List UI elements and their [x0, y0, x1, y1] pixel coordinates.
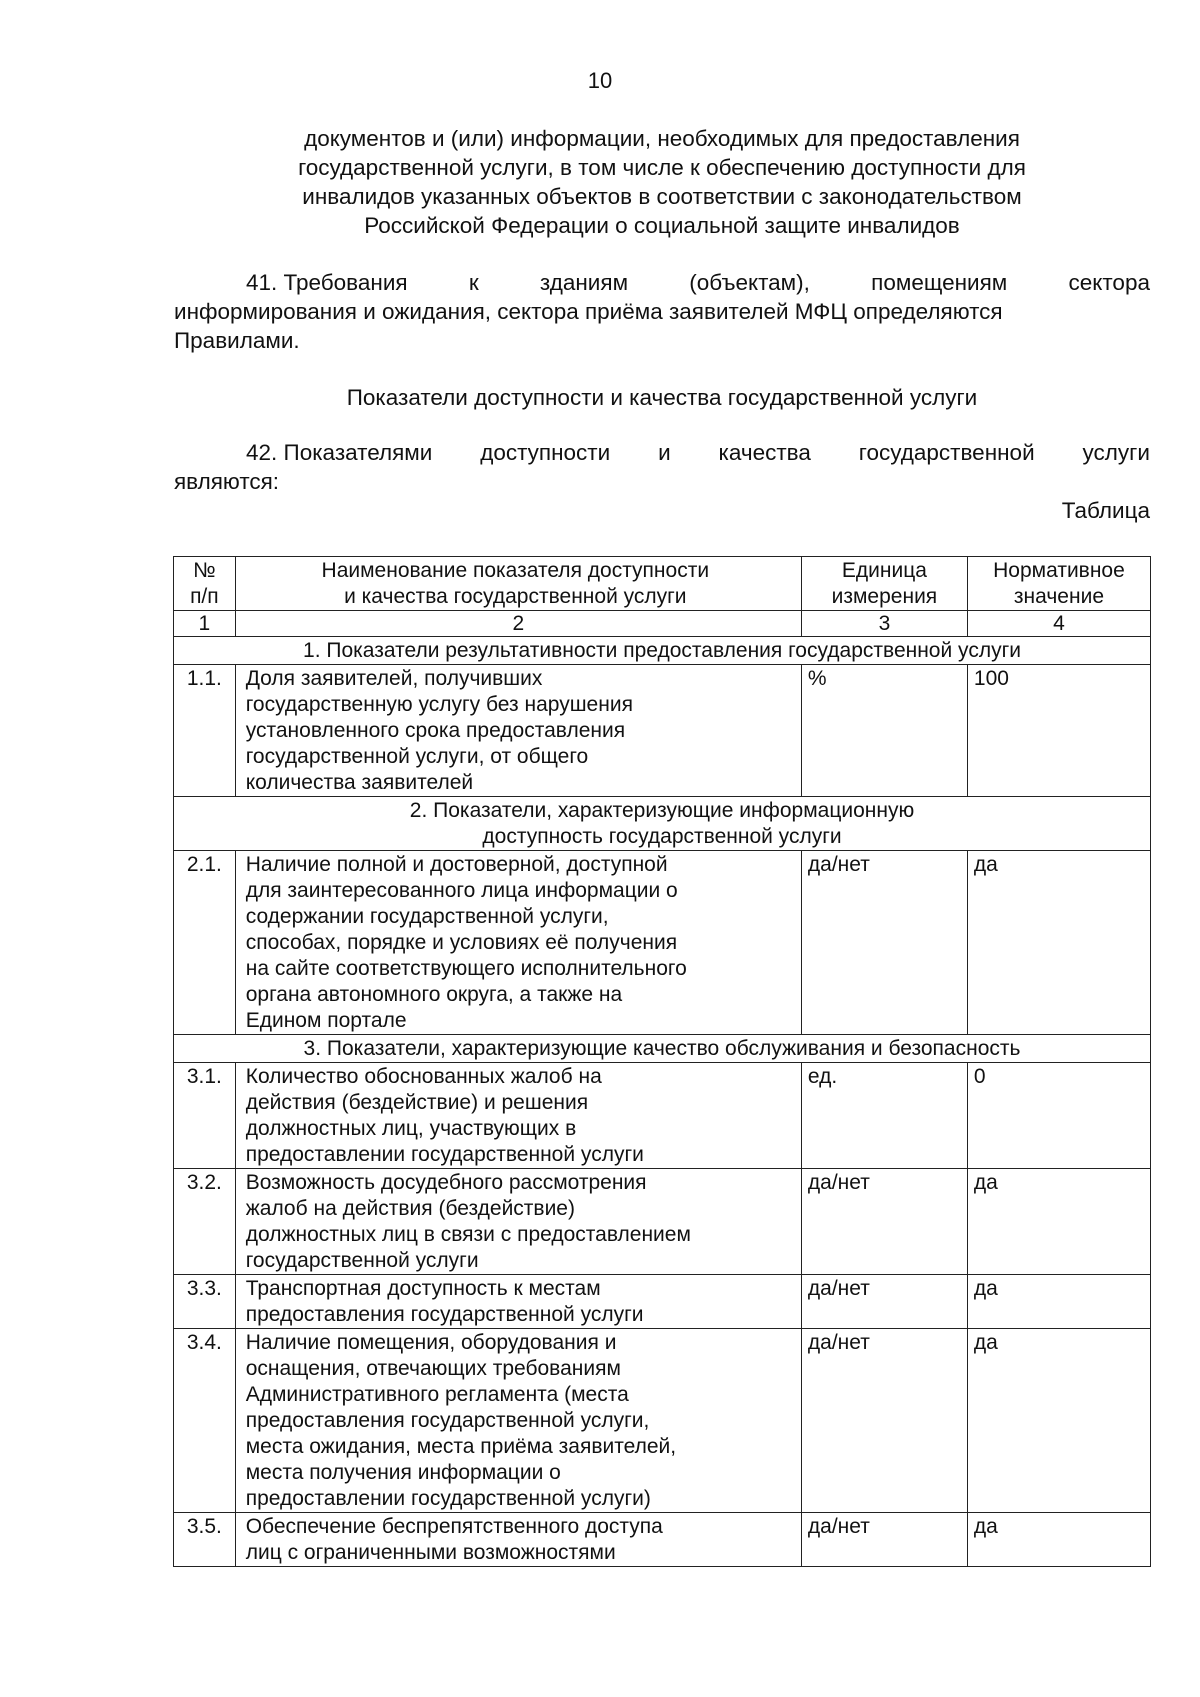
section-title-text: 3. Показатели, характеризующие качество обслуживания и безопасность — [303, 1037, 1021, 1060]
indicators-table — [173, 556, 1151, 1567]
header-text: и качества государственной услуги — [344, 585, 687, 608]
header-num — [174, 557, 236, 611]
row-norm: да — [967, 1275, 1150, 1329]
section-title-text: 1. Показатели результативности предоставления государственной услуги — [303, 639, 1021, 662]
row-name — [235, 1169, 801, 1275]
word: доступности — [480, 440, 611, 465]
word: к — [468, 270, 479, 295]
word: зданиям — [539, 270, 629, 295]
row-name-line: установленного срока предоставления — [245, 719, 626, 742]
header-text: п/п — [190, 585, 219, 608]
row-name-line: предоставлении государственной услуги) — [245, 1487, 651, 1510]
row-unit: да/нет — [801, 1169, 967, 1275]
row-norm: да — [967, 851, 1150, 1035]
table-caption: Таблица — [1061, 498, 1150, 523]
row-name-line: содержании государственной услуги, — [245, 905, 609, 928]
paragraph-42-first-line — [174, 438, 1150, 467]
row-unit: да/нет — [801, 851, 967, 1035]
word: (объектам), — [689, 270, 810, 295]
word: услуги — [1082, 440, 1150, 465]
row-number: 3.5. — [174, 1513, 236, 1567]
row-name-line: места ожидания, места приёма заявителей, — [245, 1435, 677, 1458]
section-row — [174, 637, 1151, 665]
table-row — [174, 665, 1151, 797]
row-number: 1.1. — [174, 665, 236, 797]
word: 42. Показателями — [246, 440, 433, 465]
header-name — [235, 557, 801, 611]
row-norm: 0 — [967, 1063, 1150, 1169]
row-name-line: предоставлении государственной услуги — [245, 1143, 644, 1166]
header-unit — [801, 557, 967, 611]
row-number: 2.1. — [174, 851, 236, 1035]
row-unit: % — [801, 665, 967, 797]
table-index-row — [174, 611, 1151, 637]
heading-line: инвалидов указанных объектов в соответствии с законодательством — [302, 184, 1022, 209]
row-name-line: должностных лиц в связи с предоставлением — [245, 1223, 691, 1246]
index-cell: 4 — [967, 611, 1150, 637]
row-name-line: Транспортная доступность к местам — [245, 1277, 601, 1300]
header-text: Наименование показателя доступности — [321, 559, 710, 582]
row-name-line: Количество обоснованных жалоб на — [245, 1065, 602, 1088]
row-name-line: предоставления государственной услуги — [245, 1303, 644, 1326]
section-title: Показатели доступности и качества государственной услуги — [346, 385, 978, 410]
row-norm: да — [967, 1513, 1150, 1567]
row-unit: да/нет — [801, 1513, 967, 1567]
index-cell: 2 — [235, 611, 801, 637]
word: государственной — [858, 440, 1035, 465]
word: помещениям — [871, 270, 1008, 295]
table-row — [174, 1513, 1151, 1567]
row-unit: да/нет — [801, 1275, 967, 1329]
row-name-line: Административного регламента (места — [245, 1383, 629, 1406]
section-title-text: 2. Показатели, характеризующие информационную — [409, 799, 915, 822]
row-name — [235, 1513, 801, 1567]
row-name-line: способах, порядке и условиях её получения — [245, 931, 678, 954]
heading-line: Российской Федерации о социальной защите инвалидов — [364, 213, 960, 238]
row-number: 3.1. — [174, 1063, 236, 1169]
heading-line: государственной услуги, в том числе к обеспечению доступности для — [298, 155, 1026, 180]
word: сектора — [1068, 270, 1150, 295]
header-text: измерения — [831, 585, 938, 608]
header-norm — [967, 557, 1150, 611]
row-name-line: Наличие полной и достоверной, доступной — [245, 853, 668, 876]
index-cell: 1 — [174, 611, 236, 637]
word: и — [658, 440, 671, 465]
row-number: 3.2. — [174, 1169, 236, 1275]
row-name-line: Доля заявителей, получивших — [245, 667, 543, 690]
row-name-line: жалоб на действия (бездействие) — [245, 1197, 575, 1220]
row-name-line: Наличие помещения, оборудования и — [245, 1331, 617, 1354]
row-name-line: оснащения, отвечающих требованиям — [245, 1357, 621, 1380]
row-name-line: государственную услугу без нарушения — [245, 693, 633, 716]
row-norm: 100 — [967, 665, 1150, 797]
row-name — [235, 851, 801, 1035]
row-name-line: предоставления государственной услуги, — [245, 1409, 650, 1432]
row-name-line: места получения информации о — [245, 1461, 561, 1484]
header-text: Единица — [841, 559, 927, 582]
row-name-line: государственной услуги — [245, 1249, 479, 1272]
row-norm: да — [967, 1329, 1150, 1513]
row-unit: да/нет — [801, 1329, 967, 1513]
row-number: 3.4. — [174, 1329, 236, 1513]
table-row — [174, 1169, 1151, 1275]
row-unit: ед. — [801, 1063, 967, 1169]
word: 41. Требования — [246, 270, 408, 295]
index-cell: 3 — [801, 611, 967, 637]
row-name — [235, 665, 801, 797]
section-title-cell — [174, 1035, 1151, 1063]
section-title-cell — [174, 797, 1151, 851]
header-text: № — [193, 559, 216, 582]
paragraph-41-line: информирования и ожидания, сектора приёма заявителей МФЦ определяются — [174, 299, 1003, 324]
header-text: значение — [1013, 585, 1104, 608]
row-name-line: для заинтересованного лица информации о — [245, 879, 678, 902]
row-name-line: органа автономного округа, а также на — [245, 983, 623, 1006]
row-name — [235, 1329, 801, 1513]
word: качества — [718, 440, 811, 465]
row-name-line: Возможность досудебного рассмотрения — [245, 1171, 647, 1194]
section-title-cell — [174, 637, 1151, 665]
paragraph-41 — [174, 268, 1150, 355]
table-header-row — [174, 557, 1151, 611]
row-norm: да — [967, 1169, 1150, 1275]
row-number: 3.3. — [174, 1275, 236, 1329]
paragraph-42-line: являются: — [174, 469, 280, 494]
section-row — [174, 797, 1151, 851]
section-title-text: доступность государственной услуги — [482, 825, 842, 848]
table-row — [174, 1275, 1151, 1329]
row-name-line: Едином портале — [245, 1009, 407, 1032]
row-name-line: лиц с ограниченными возможностями — [245, 1541, 616, 1564]
row-name-line: действия (бездействие) и решения — [245, 1091, 589, 1114]
heading-block — [174, 124, 1150, 240]
table-row — [174, 1329, 1151, 1513]
header-text: Нормативное — [993, 559, 1125, 582]
heading-line: документов и (или) информации, необходимых для предоставления — [304, 126, 1020, 151]
row-name — [235, 1275, 801, 1329]
row-name-line: Обеспечение беспрепятственного доступа — [245, 1515, 663, 1538]
table-row — [174, 1063, 1151, 1169]
row-name-line: должностных лиц, участвующих в — [245, 1117, 577, 1140]
paragraph-42 — [174, 438, 1150, 496]
row-name-line: на сайте соответствующего исполнительного — [245, 957, 687, 980]
paragraph-41-first-line — [174, 268, 1150, 297]
row-name-line: количества заявителей — [245, 771, 474, 794]
row-name-line: государственной услуги, от общего — [245, 745, 589, 768]
table-row — [174, 851, 1151, 1035]
row-name — [235, 1063, 801, 1169]
paragraph-41-line: Правилами. — [174, 328, 300, 353]
section-row — [174, 1035, 1151, 1063]
page-number: 10 — [587, 68, 613, 93]
